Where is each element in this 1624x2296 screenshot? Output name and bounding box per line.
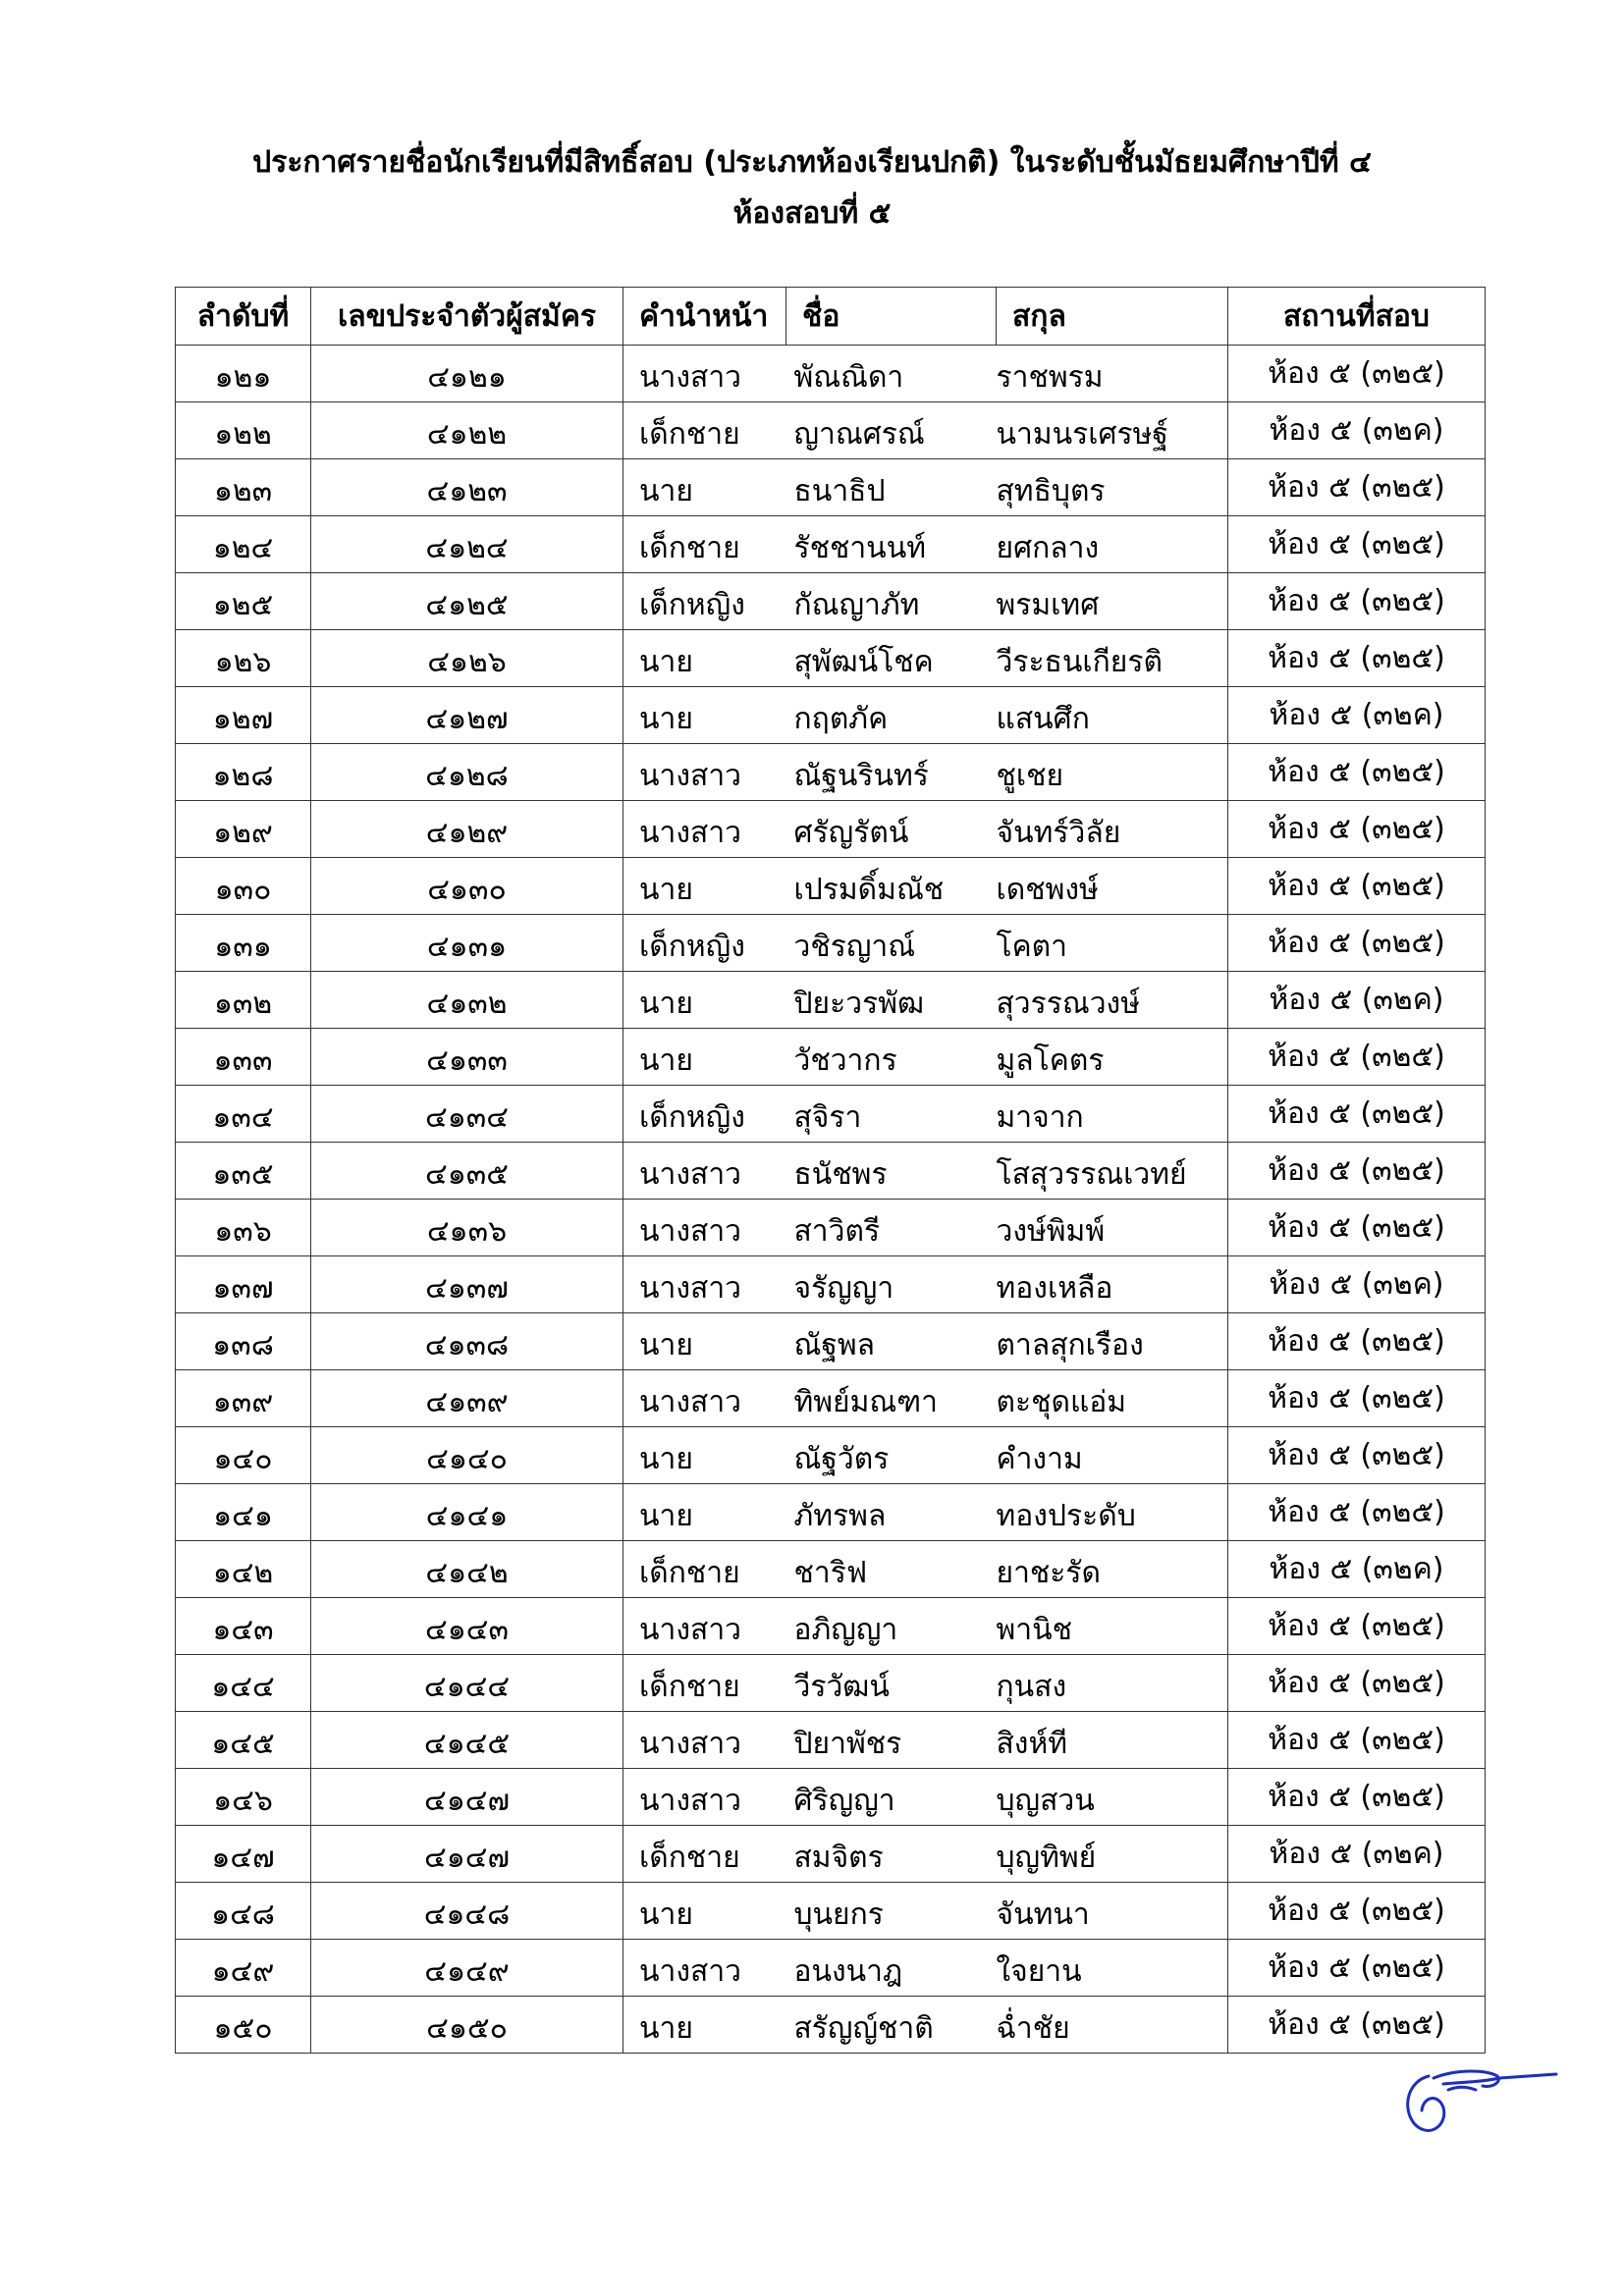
student-roster-table: [175, 287, 1486, 2054]
table-row: [176, 516, 1486, 573]
exam-venue: ห้อง ๕ (๓๒๕): [1228, 1997, 1486, 2054]
row-number: ๑๒๕: [176, 573, 311, 630]
name-prefix: เด็กชาย: [623, 1655, 786, 1712]
row-number: ๑๒๘: [176, 744, 311, 801]
exam-venue: ห้อง ๕ (๓๒๕): [1228, 573, 1486, 630]
first-name: ศิริญญา: [786, 1769, 997, 1826]
table-row: [176, 1143, 1486, 1200]
exam-venue: ห้อง ๕ (๓๒๕): [1228, 1200, 1486, 1256]
row-number: ๑๔๒: [176, 1541, 311, 1598]
exam-venue: ห้อง ๕ (๓๒๕): [1228, 459, 1486, 516]
name-prefix: เด็กชาย: [623, 1541, 786, 1598]
row-number: ๑๓๒: [176, 972, 311, 1029]
applicant-id: ๔๑๔๔: [311, 1655, 623, 1712]
row-number: ๑๕๐: [176, 1997, 311, 2054]
exam-venue: ห้อง ๕ (๓๒๕): [1228, 1769, 1486, 1826]
row-number: ๑๓๕: [176, 1143, 311, 1200]
first-name: วชิรญาณ์: [786, 915, 997, 972]
row-number: ๑๔๘: [176, 1883, 311, 1940]
first-name: เปรมดิ์มณัช: [786, 858, 997, 915]
first-name: ธนาธิป: [786, 459, 997, 516]
last-name: ใจยาน: [997, 1940, 1228, 1997]
applicant-id: ๔๑๓๗: [311, 1256, 623, 1313]
first-name: พัณณิดา: [786, 346, 997, 402]
first-name: ปิยาพัชร: [786, 1712, 997, 1769]
header-venue: สถานที่สอบ: [1228, 288, 1486, 346]
exam-venue: ห้อง ๕ (๓๒๕): [1228, 801, 1486, 858]
applicant-id: ๔๑๒๗: [311, 687, 623, 744]
applicant-id: ๔๑๓๒: [311, 972, 623, 1029]
applicant-id: ๔๑๔๒: [311, 1541, 623, 1598]
table-row: [176, 1883, 1486, 1940]
first-name: ณัฐพล: [786, 1313, 997, 1370]
last-name: ตาลสุกเรือง: [997, 1313, 1228, 1370]
last-name: ทองเหลือ: [997, 1256, 1228, 1313]
signature-mark: [1389, 2056, 1561, 2140]
row-number: ๑๒๙: [176, 801, 311, 858]
row-number: ๑๒๖: [176, 630, 311, 687]
name-prefix: นางสาว: [623, 1370, 786, 1427]
first-name: สุพัฒน์โชค: [786, 630, 997, 687]
last-name: ฉ่ำชัย: [997, 1997, 1228, 2054]
row-number: ๑๒๑: [176, 346, 311, 402]
last-name: ตะชุดแอ่ม: [997, 1370, 1228, 1427]
applicant-id: ๔๑๓๖: [311, 1200, 623, 1256]
row-number: ๑๔๑: [176, 1484, 311, 1541]
applicant-id: ๔๑๒๒: [311, 402, 623, 459]
table-row: [176, 858, 1486, 915]
last-name: ชูเชย: [997, 744, 1228, 801]
table-row: [176, 1256, 1486, 1313]
table-row: [176, 346, 1486, 402]
exam-venue: ห้อง ๕ (๓๒ค): [1228, 972, 1486, 1029]
last-name: วีระธนเกียรติ: [997, 630, 1228, 687]
exam-venue: ห้อง ๕ (๓๒ค): [1228, 687, 1486, 744]
header-last-name: สกุล: [997, 288, 1228, 346]
row-number: ๑๓๐: [176, 858, 311, 915]
table-row: [176, 1655, 1486, 1712]
last-name: แสนศึก: [997, 687, 1228, 744]
table-row: [176, 402, 1486, 459]
last-name: พานิช: [997, 1598, 1228, 1655]
applicant-id: ๔๑๓๙: [311, 1370, 623, 1427]
table-row: [176, 1370, 1486, 1427]
table-row: [176, 1997, 1486, 2054]
table-row: [176, 1712, 1486, 1769]
first-name: จรัญญา: [786, 1256, 997, 1313]
first-name: รัชชานนท์: [786, 516, 997, 573]
applicant-id: ๔๑๒๙: [311, 801, 623, 858]
header-prefix: คำนำหน้า: [623, 288, 786, 346]
applicant-id: ๔๑๔๘: [311, 1883, 623, 1940]
exam-venue: ห้อง ๕ (๓๒๕): [1228, 346, 1486, 402]
applicant-id: ๔๑๒๓: [311, 459, 623, 516]
last-name: ทองประดับ: [997, 1484, 1228, 1541]
row-number: ๑๔๙: [176, 1940, 311, 1997]
row-number: ๑๒๔: [176, 516, 311, 573]
exam-venue: ห้อง ๕ (๓๒๕): [1228, 1484, 1486, 1541]
table-row: [176, 1427, 1486, 1484]
last-name: จันทร์วิลัย: [997, 801, 1228, 858]
exam-venue: ห้อง ๕ (๓๒๕): [1228, 1370, 1486, 1427]
applicant-id: ๔๑๔๗: [311, 1769, 623, 1826]
table-row: [176, 1769, 1486, 1826]
exam-venue: ห้อง ๕ (๓๒๕): [1228, 1655, 1486, 1712]
table-header-row: [176, 288, 1486, 346]
applicant-id: ๔๑๔๙: [311, 1940, 623, 1997]
name-prefix: นางสาว: [623, 1769, 786, 1826]
applicant-id: ๔๑๒๔: [311, 516, 623, 573]
first-name: ณัฐวัตร: [786, 1427, 997, 1484]
applicant-id: ๔๑๓๕: [311, 1143, 623, 1200]
name-prefix: นาย: [623, 1313, 786, 1370]
last-name: สุทธิบุตร: [997, 459, 1228, 516]
table-row: [176, 1541, 1486, 1598]
exam-venue: ห้อง ๕ (๓๒๕): [1228, 1940, 1486, 1997]
header-applicant-id: เลขประจำตัวผู้สมัคร: [311, 288, 623, 346]
table-row: [176, 573, 1486, 630]
first-name: สรัญญ์ชาติ: [786, 1997, 997, 2054]
applicant-id: ๔๑๒๕: [311, 573, 623, 630]
exam-venue: ห้อง ๕ (๓๒ค): [1228, 1826, 1486, 1883]
row-number: ๑๔๕: [176, 1712, 311, 1769]
name-prefix: นางสาว: [623, 1598, 786, 1655]
exam-venue: ห้อง ๕ (๓๒๕): [1228, 744, 1486, 801]
exam-room-subtitle: ห้องสอบที่ ๕: [732, 196, 892, 231]
row-number: ๑๔๖: [176, 1769, 311, 1826]
last-name: นามนรเศรษฐ์: [997, 402, 1228, 459]
exam-venue: ห้อง ๕ (๓๒๕): [1228, 1143, 1486, 1200]
row-number: ๑๔๓: [176, 1598, 311, 1655]
first-name: ปิยะวรพัฒ: [786, 972, 997, 1029]
row-number: ๑๓๖: [176, 1200, 311, 1256]
name-prefix: เด็กหญิง: [623, 915, 786, 972]
applicant-id: ๔๑๓๑: [311, 915, 623, 972]
exam-venue: ห้อง ๕ (๓๒๕): [1228, 1883, 1486, 1940]
table-row: [176, 630, 1486, 687]
applicant-id: ๔๑๔๑: [311, 1484, 623, 1541]
applicant-id: ๔๑๕๐: [311, 1997, 623, 2054]
first-name: วัชวากร: [786, 1029, 997, 1086]
name-prefix: เด็กชาย: [623, 1826, 786, 1883]
table-row: [176, 972, 1486, 1029]
last-name: กุนสง: [997, 1655, 1228, 1712]
applicant-id: ๔๑๔๓: [311, 1598, 623, 1655]
name-prefix: นางสาว: [623, 346, 786, 402]
exam-venue: ห้อง ๕ (๓๒๕): [1228, 630, 1486, 687]
last-name: บุญสวน: [997, 1769, 1228, 1826]
last-name: โสสุวรรณเวทย์: [997, 1143, 1228, 1200]
exam-venue: ห้อง ๕ (๓๒๕): [1228, 1598, 1486, 1655]
exam-venue: ห้อง ๕ (๓๒๕): [1228, 1086, 1486, 1143]
exam-venue: ห้อง ๕ (๓๒๕): [1228, 1313, 1486, 1370]
table-row: [176, 687, 1486, 744]
exam-venue: ห้อง ๕ (๓๒๕): [1228, 1712, 1486, 1769]
first-name: บุนยกร: [786, 1883, 997, 1940]
row-number: ๑๒๓: [176, 459, 311, 516]
applicant-id: ๔๑๒๘: [311, 744, 623, 801]
name-prefix: นาย: [623, 1029, 786, 1086]
first-name: ชาริฟ: [786, 1541, 997, 1598]
row-number: ๑๓๘: [176, 1313, 311, 1370]
applicant-id: ๔๑๔๐: [311, 1427, 623, 1484]
name-prefix: นาย: [623, 459, 786, 516]
first-name: ทิพย์มณฑา: [786, 1370, 997, 1427]
name-prefix: เด็กหญิง: [623, 1086, 786, 1143]
applicant-id: ๔๑๓๐: [311, 858, 623, 915]
row-number: ๑๓๑: [176, 915, 311, 972]
last-name: สุวรรณวงษ์: [997, 972, 1228, 1029]
row-number: ๑๓๓: [176, 1029, 311, 1086]
last-name: โคตา: [997, 915, 1228, 972]
last-name: พรมเทศ: [997, 573, 1228, 630]
first-name: ภัทรพล: [786, 1484, 997, 1541]
applicant-id: ๔๑๒๖: [311, 630, 623, 687]
name-prefix: นางสาว: [623, 744, 786, 801]
applicant-id: ๔๑๓๘: [311, 1313, 623, 1370]
table-row: [176, 1484, 1486, 1541]
table-row: [176, 801, 1486, 858]
first-name: อนงนาฎ: [786, 1940, 997, 1997]
name-prefix: นาย: [623, 1997, 786, 2054]
last-name: เดชพงษ์: [997, 858, 1228, 915]
name-prefix: เด็กชาย: [623, 402, 786, 459]
name-prefix: นาย: [623, 1484, 786, 1541]
applicant-id: ๔๑๒๑: [311, 346, 623, 402]
name-prefix: นางสาว: [623, 1200, 786, 1256]
table-row: [176, 1940, 1486, 1997]
table-row: [176, 1086, 1486, 1143]
name-prefix: เด็กหญิง: [623, 573, 786, 630]
name-prefix: เด็กชาย: [623, 516, 786, 573]
table-row: [176, 459, 1486, 516]
last-name: บุญทิพย์: [997, 1826, 1228, 1883]
row-number: ๑๓๔: [176, 1086, 311, 1143]
table-row: [176, 1313, 1486, 1370]
first-name: กฤตภัค: [786, 687, 997, 744]
last-name: ยาชะรัด: [997, 1541, 1228, 1598]
exam-venue: ห้อง ๕ (๓๒๕): [1228, 858, 1486, 915]
last-name: สิงห์ที: [997, 1712, 1228, 1769]
first-name: กัณญาภัท: [786, 573, 997, 630]
table-body: [176, 346, 1486, 2054]
exam-venue: ห้อง ๕ (๓๒ค): [1228, 1256, 1486, 1313]
table-row: [176, 1826, 1486, 1883]
row-number: ๑๒๗: [176, 687, 311, 744]
first-name: ณัฐนรินทร์: [786, 744, 997, 801]
table-row: [176, 744, 1486, 801]
table-row: [176, 1029, 1486, 1086]
name-prefix: นาย: [623, 1427, 786, 1484]
last-name: คำงาม: [997, 1427, 1228, 1484]
row-number: ๑๔๐: [176, 1427, 311, 1484]
document-title: ประกาศรายชื่อนักเรียนที่มีสิทธิ์สอบ (ประเภทห้องเรียนปกติ) ในระดับชั้นมัธยมศึกษาปีที่ ๔: [252, 145, 1372, 180]
exam-venue: ห้อง ๕ (๓๒๕): [1228, 915, 1486, 972]
exam-venue: ห้อง ๕ (๓๒๕): [1228, 1029, 1486, 1086]
name-prefix: นาย: [623, 687, 786, 744]
last-name: มาจาก: [997, 1086, 1228, 1143]
exam-venue: ห้อง ๕ (๓๒๕): [1228, 1427, 1486, 1484]
last-name: จันทนา: [997, 1883, 1228, 1940]
last-name: มูลโคตร: [997, 1029, 1228, 1086]
last-name: ราชพรม: [997, 346, 1228, 402]
name-prefix: นาย: [623, 858, 786, 915]
applicant-id: ๔๑๓๔: [311, 1086, 623, 1143]
first-name: ธนัชพร: [786, 1143, 997, 1200]
name-prefix: นางสาว: [623, 801, 786, 858]
last-name: ยศกลาง: [997, 516, 1228, 573]
row-number: ๑๔๔: [176, 1655, 311, 1712]
last-name: วงษ์พิมพ์: [997, 1200, 1228, 1256]
row-number: ๑๓๙: [176, 1370, 311, 1427]
row-number: ๑๔๗: [176, 1826, 311, 1883]
name-prefix: นางสาว: [623, 1143, 786, 1200]
first-name: ศรัญรัตน์: [786, 801, 997, 858]
table-row: [176, 1598, 1486, 1655]
name-prefix: นาย: [623, 630, 786, 687]
row-number: ๑๓๗: [176, 1256, 311, 1313]
first-name: สมจิตร: [786, 1826, 997, 1883]
exam-venue: ห้อง ๕ (๓๒ค): [1228, 1541, 1486, 1598]
name-prefix: นางสาว: [623, 1940, 786, 1997]
first-name: สุจิรา: [786, 1086, 997, 1143]
name-prefix: นาย: [623, 1883, 786, 1940]
header-no: ลำดับที่: [176, 288, 311, 346]
name-prefix: นาย: [623, 972, 786, 1029]
applicant-id: ๔๑๔๕: [311, 1712, 623, 1769]
name-prefix: นางสาว: [623, 1712, 786, 1769]
exam-venue: ห้อง ๕ (๓๒ค): [1228, 402, 1486, 459]
first-name: สาวิตรี: [786, 1200, 997, 1256]
first-name: วีรวัฒน์: [786, 1655, 997, 1712]
exam-venue: ห้อง ๕ (๓๒๕): [1228, 516, 1486, 573]
first-name: อภิญญา: [786, 1598, 997, 1655]
table-row: [176, 915, 1486, 972]
name-prefix: นางสาว: [623, 1256, 786, 1313]
applicant-id: ๔๑๔๗: [311, 1826, 623, 1883]
first-name: ญาณศรณ์: [786, 402, 997, 459]
header-first-name: ชื่อ: [786, 288, 997, 346]
table-row: [176, 1200, 1486, 1256]
row-number: ๑๒๒: [176, 402, 311, 459]
applicant-id: ๔๑๓๓: [311, 1029, 623, 1086]
